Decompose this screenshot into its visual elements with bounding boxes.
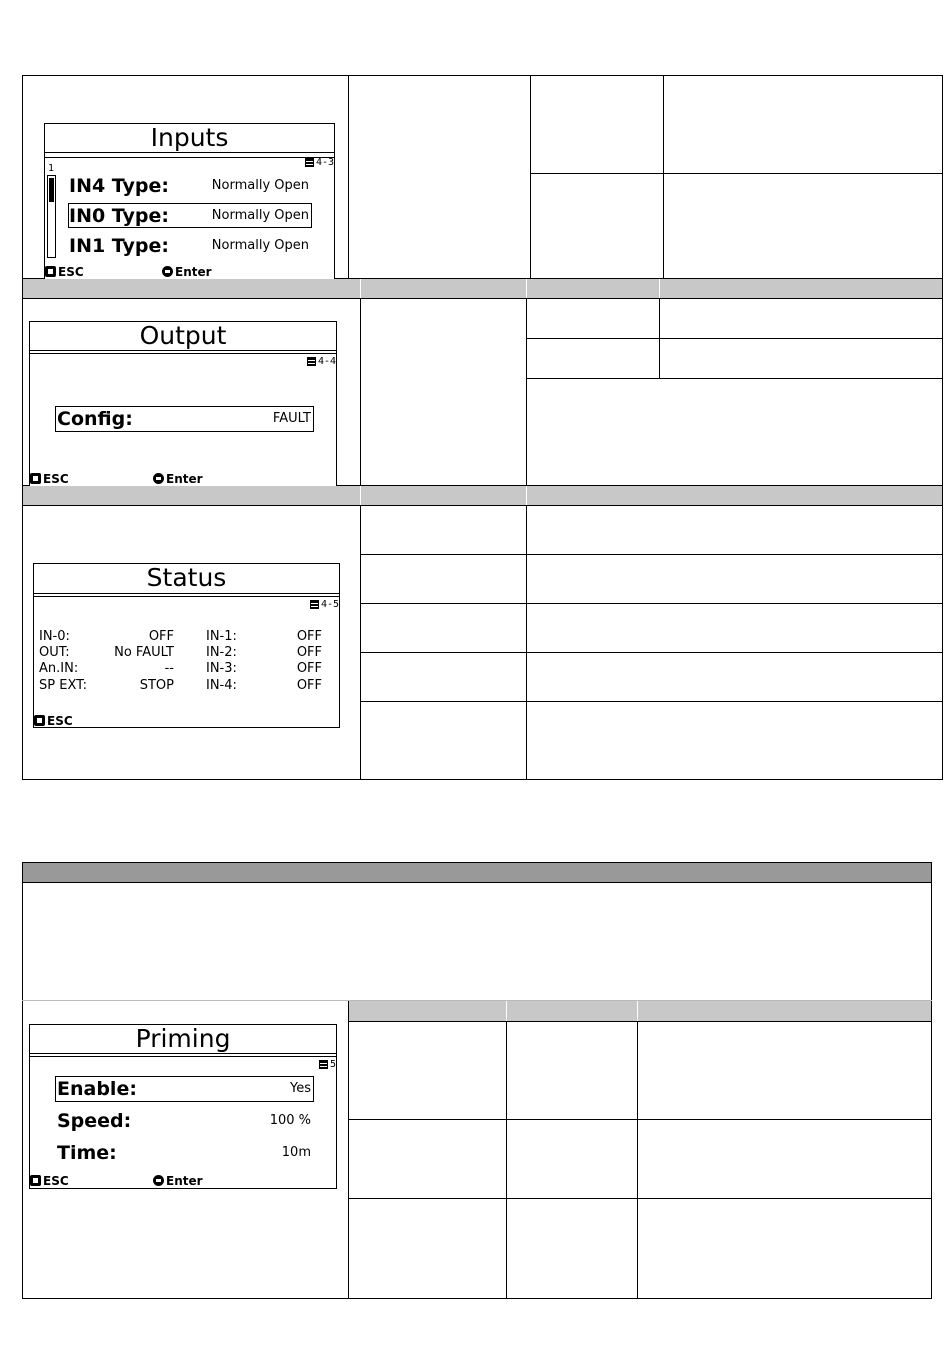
param-value[interactable]: Normally Open <box>211 238 309 253</box>
menu-icon <box>319 1060 328 1069</box>
screen-title: Priming <box>30 1025 336 1054</box>
status-value: OFF <box>148 629 174 644</box>
esc-icon <box>30 473 41 484</box>
enter-softkey[interactable]: Enter <box>162 266 212 279</box>
param-label: Time: <box>57 1142 117 1164</box>
status-value: OFF <box>296 661 322 676</box>
page-indicator: 4-3 <box>305 157 334 169</box>
status-value: OFF <box>296 678 322 693</box>
status-label: An.IN: <box>39 661 79 676</box>
param-value[interactable]: Normally Open <box>211 178 309 193</box>
menu-icon <box>305 158 314 167</box>
status-label: OUT: <box>39 645 70 660</box>
menu-icon <box>310 600 319 609</box>
esc-softkey[interactable]: ESC <box>45 266 84 279</box>
param-label: Config: <box>57 408 133 430</box>
enter-icon <box>153 473 164 484</box>
param-label: IN0 Type: <box>69 205 169 227</box>
status-value: -- <box>164 661 174 676</box>
status-label: SP EXT: <box>39 678 88 693</box>
param-label: IN1 Type: <box>69 235 169 257</box>
output-lcd-screen <box>29 321 337 486</box>
esc-icon <box>30 1175 41 1186</box>
param-value[interactable]: Yes <box>290 1081 311 1096</box>
esc-softkey[interactable]: ESC <box>30 1175 69 1188</box>
screen-title: Status <box>34 564 339 594</box>
status-value: OFF <box>296 645 322 660</box>
status-label: IN-4: <box>206 678 237 693</box>
screen-title: Inputs <box>45 124 334 153</box>
param-label: Enable: <box>57 1078 137 1100</box>
priming-lcd-screen <box>29 1024 337 1189</box>
esc-softkey[interactable]: ESC <box>30 473 69 486</box>
status-label: IN-3: <box>206 661 237 676</box>
status-value: OFF <box>296 629 322 644</box>
status-value: STOP <box>139 678 174 693</box>
enter-icon <box>153 1175 164 1186</box>
enter-softkey[interactable]: Enter <box>153 1175 203 1188</box>
page-indicator: 5 <box>319 1059 336 1071</box>
table-header-row <box>23 279 942 298</box>
param-label: Speed: <box>57 1110 132 1132</box>
menu-icon <box>307 357 316 366</box>
status-label: IN-2: <box>206 645 237 660</box>
status-lcd-screen <box>33 563 340 728</box>
page-indicator: 4-5 <box>310 599 339 611</box>
status-label: IN-1: <box>206 629 237 644</box>
param-value[interactable]: 100 % <box>269 1113 311 1128</box>
scrollbar-thumb[interactable] <box>49 178 54 202</box>
esc-icon <box>45 266 56 277</box>
table-header-row <box>349 1001 931 1021</box>
inputs-lcd-screen <box>44 123 335 279</box>
enter-softkey[interactable]: Enter <box>153 473 203 486</box>
param-value[interactable]: 10m <box>281 1145 311 1160</box>
scrollbar[interactable] <box>47 175 56 258</box>
status-label: IN-0: <box>39 629 70 644</box>
esc-icon <box>34 715 45 726</box>
status-value: No FAULT <box>114 645 174 660</box>
param-label: IN4 Type: <box>69 175 169 197</box>
screen-title: Output <box>30 322 336 351</box>
param-value[interactable]: FAULT <box>272 411 311 426</box>
page-indicator: 4-4 <box>307 356 336 368</box>
param-value[interactable]: Normally Open <box>211 208 309 223</box>
scroll-index: 1 <box>48 163 55 174</box>
section-header-bar <box>23 863 931 882</box>
table-header-row <box>23 486 942 505</box>
esc-softkey[interactable]: ESC <box>34 715 73 728</box>
enter-icon <box>162 266 173 277</box>
